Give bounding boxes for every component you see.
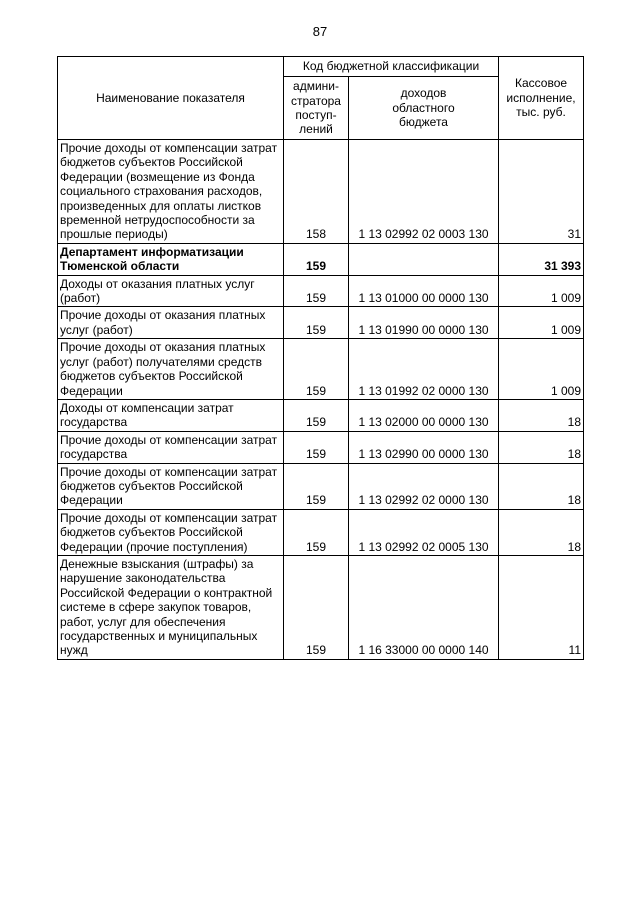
- cell-code: 1 13 02990 00 0000 130: [349, 431, 499, 463]
- cell-code: 1 13 02992 02 0000 130: [349, 463, 499, 509]
- cell-admin: 159: [284, 339, 349, 400]
- table-row: [58, 275, 584, 307]
- cell-admin: 159: [284, 243, 349, 275]
- cell-code: 1 13 02992 02 0003 130: [349, 140, 499, 244]
- table-row: [58, 307, 584, 339]
- page-number: 87: [312, 24, 328, 39]
- cell-code: 1 13 01000 00 0000 130: [349, 275, 499, 307]
- cell-amount: 1 009: [499, 275, 584, 307]
- cell-name: Департамент информатизации Тюменской области: [58, 243, 284, 275]
- cell-amount: 1 009: [499, 339, 584, 400]
- cell-code: 1 13 01992 02 0000 130: [349, 339, 499, 400]
- cell-amount: 11: [499, 555, 584, 659]
- cell-admin: 159: [284, 431, 349, 463]
- header-cash-execution: Кассовое исполнение, тыс. руб.: [499, 57, 584, 140]
- table-row: [58, 339, 584, 400]
- cell-name: Доходы от компенсации затрат государства: [58, 399, 284, 431]
- header-budget-classification: Код бюджетной классификации: [284, 57, 499, 77]
- cell-code: 1 13 01990 00 0000 130: [349, 307, 499, 339]
- table-row: [58, 463, 584, 509]
- cell-name: Прочие доходы от оказания платных услуг (работ): [58, 307, 284, 339]
- cell-name: Денежные взыскания (штрафы) за нарушение законодательства Российской Федерации о контрактной системе в сфере закупок товаров, работ, услуг для обеспечения государственных и муниципальных нужд: [58, 555, 284, 659]
- cell-amount: 1 009: [499, 307, 584, 339]
- cell-admin: 159: [284, 463, 349, 509]
- cell-code: 1 13 02992 02 0005 130: [349, 509, 499, 555]
- table-row: [58, 243, 584, 275]
- cell-name: Прочие доходы от компенсации затрат государства: [58, 431, 284, 463]
- cell-admin: 159: [284, 509, 349, 555]
- cell-admin: 159: [284, 275, 349, 307]
- cell-code: [349, 243, 499, 275]
- cell-amount: 18: [499, 509, 584, 555]
- table-row: [58, 140, 584, 244]
- cell-admin: 158: [284, 140, 349, 244]
- header-regional-income: доходов областного бюджета: [349, 77, 499, 140]
- cell-code: 1 13 02000 00 0000 130: [349, 399, 499, 431]
- header-name: Наименование показателя: [58, 57, 284, 140]
- cell-amount: 18: [499, 399, 584, 431]
- table-row: [58, 431, 584, 463]
- cell-amount: 18: [499, 431, 584, 463]
- cell-name: Прочие доходы от компенсации затрат бюджетов субъектов Российской Федерации (возмещение из Фонда социального страхования расходов, произведенных для оплаты листков временной нетрудоспособности за прошлые периоды): [58, 140, 284, 244]
- cell-name: Прочие доходы от оказания платных услуг (работ) получателями средств бюджетов субъектов Российской Федерации: [58, 339, 284, 400]
- table-body: [58, 140, 584, 660]
- cell-amount: 18: [499, 463, 584, 509]
- cell-amount: 31: [499, 140, 584, 244]
- cell-code: 1 16 33000 00 0000 140: [349, 555, 499, 659]
- table-row: [58, 399, 584, 431]
- table-row: [58, 509, 584, 555]
- cell-admin: 159: [284, 307, 349, 339]
- cell-admin: 159: [284, 399, 349, 431]
- budget-table: [57, 56, 584, 660]
- cell-admin: 159: [284, 555, 349, 659]
- cell-amount: 31 393: [499, 243, 584, 275]
- cell-name: Прочие доходы от компенсации затрат бюджетов субъектов Российской Федерации (прочие поступления): [58, 509, 284, 555]
- header-administrator: админи- стратора поступ- лений: [284, 77, 349, 140]
- cell-name: Доходы от оказания платных услуг (работ): [58, 275, 284, 307]
- cell-name: Прочие доходы от компенсации затрат бюджетов субъектов Российской Федерации: [58, 463, 284, 509]
- table-row: [58, 555, 584, 659]
